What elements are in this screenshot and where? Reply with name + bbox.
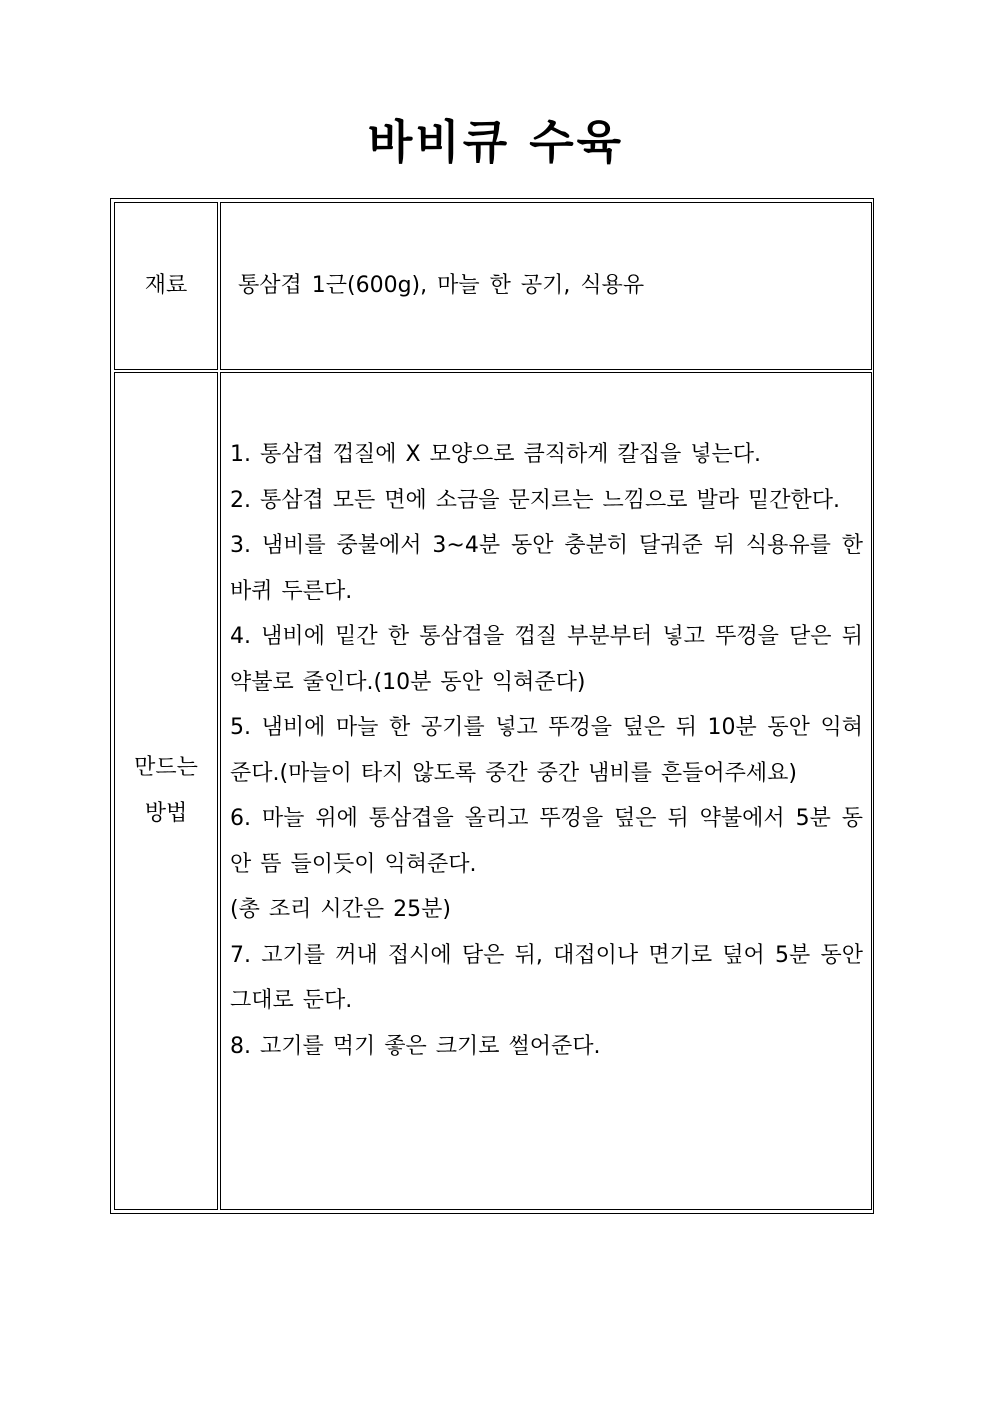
ingredients-label: 재료 xyxy=(144,273,188,298)
ingredients-label-cell xyxy=(114,202,218,370)
method-label-line2: 방법 xyxy=(144,801,188,826)
ingredients-text: 통삼겹 1근(600g), 마늘 한 공기, 식용유 xyxy=(238,273,645,298)
method-step-note: (총 조리 시간은 25분) xyxy=(230,897,451,922)
recipe-table xyxy=(110,198,874,1214)
method-step: 4. 냄비에 밑간 한 통삼겹을 껍질 부분부터 넣고 뚜껑을 닫은 뒤 약불로 줄인다.(10분 동안 익혀준다) xyxy=(230,624,863,695)
method-step: 6. 마늘 위에 통삼겹을 올리고 뚜껑을 덮은 뒤 약불에서 5분 동안 뜸 들이듯이 익혀준다. xyxy=(230,806,863,877)
method-step: 2. 통삼겹 모든 면에 소금을 문지르는 느낌으로 발라 밑간한다. xyxy=(230,487,840,513)
method-step: 8. 고기를 먹기 좋은 크기로 썰어준다. xyxy=(230,1033,601,1059)
method-label-line1: 만드는 xyxy=(134,755,198,780)
method-label-cell xyxy=(114,372,218,1210)
method-step: 1. 통삼겹 껍질에 X 모양으로 큼직하게 칼집을 넣는다. xyxy=(230,442,762,467)
ingredients-content-cell xyxy=(220,202,872,370)
method-step: 7. 고기를 꺼내 접시에 담은 뒤, 대접이나 면기로 덮어 5분 동안 그대로 둔다. xyxy=(230,942,863,1013)
method-content-cell xyxy=(220,372,872,1210)
method-steps-list xyxy=(230,432,863,1069)
method-step: 5. 냄비에 마늘 한 공기를 넣고 뚜껑을 덮은 뒤 10분 동안 익혀준다.(마늘이 타지 않도록 중간 중간 냄비를 흔들어주세요) xyxy=(230,715,863,786)
page-title: 바비큐 수육 xyxy=(367,115,625,169)
method-step: 3. 냄비를 중불에서 3~4분 동안 충분히 달궈준 뒤 식용유를 한바퀴 두른다. xyxy=(230,533,863,604)
